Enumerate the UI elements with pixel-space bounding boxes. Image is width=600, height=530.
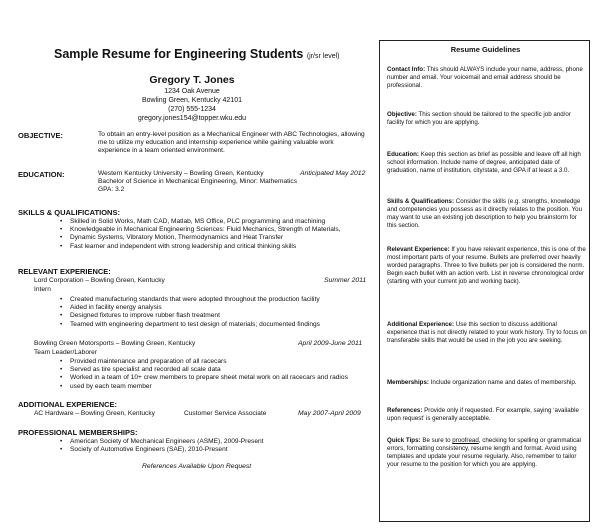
guideline-education-head: Education: xyxy=(387,151,419,158)
guideline-quick-tips xyxy=(387,437,587,469)
guideline-relevant xyxy=(387,246,587,286)
guideline-additional-head: Additional Experience: xyxy=(387,321,455,328)
job2-bullets xyxy=(60,358,348,391)
skills-list xyxy=(60,218,341,251)
email: gregory.jones154@topper.wku.edu xyxy=(137,115,247,122)
objective-line-1: To obtain an entry-level position as a Mechanical Engineer with ABC Technologies, allowing xyxy=(98,131,365,138)
address-line-2: Bowling Green, Kentucky 42101 xyxy=(141,97,242,104)
guideline-memberships-head: Memberships: xyxy=(387,379,429,386)
guideline-references-text: Provide only if requested. For example, saying ‘available upon request’ is generally acceptable. xyxy=(387,407,579,422)
relevant-experience-label: RELEVANT EXPERIENCE: xyxy=(18,267,111,276)
resume-title xyxy=(54,47,340,61)
job2-company: Bowling Green Motorsports – Bowling Green, Kentucky xyxy=(34,340,196,347)
guideline-contact-head: Contact Info: xyxy=(387,66,426,73)
guideline-objective xyxy=(387,111,587,127)
education-school: Western Kentucky University – Bowling Green, Kentucky xyxy=(98,170,264,177)
membership-item: • Society of Automotive Engineers (SAE), 2010-Present xyxy=(60,446,264,454)
job2-bullet: • Served as tire specialist and recorded all scale data xyxy=(60,366,348,374)
guideline-education-text: Keep this section as brief as possible and leave off all high school information. Include name of degree, anticipated date of graduation, name of institution, city/state, and GPA if at least a 3.0. xyxy=(387,151,581,174)
guideline-objective-head: Objective: xyxy=(387,111,417,118)
job1-bullet: • Teamed with engineering department to test design of materials; documented findings xyxy=(60,321,320,329)
job1-bullet: • Designed fixtures to improve rubber flash treatment xyxy=(60,312,320,320)
memberships-list xyxy=(60,438,264,454)
guideline-relevant-text: If you have relevant experience, this is one of the most important parts of your resume. Bullets are preferred over heavily worded paragraphs. Three to five bullets per job is considered the norm. Begin each bullet with an action verb. List in reverse chronological order (starting with your current job and working back). xyxy=(387,246,586,285)
guideline-references-head: References: xyxy=(387,407,423,414)
guideline-memberships-text: Include organization name and dates of membership. xyxy=(430,379,577,386)
objective-label: OBJECTIVE: xyxy=(18,131,64,140)
guideline-objective-text: This section should be tailored to the specific job and/or facility for which you are applying. xyxy=(387,111,571,126)
objective-line-3: experience in a team oriented environment. xyxy=(98,147,225,154)
address-line-1: 1234 Oak Avenue xyxy=(164,88,220,95)
guideline-quicktips-pre: Be sure to xyxy=(422,437,451,444)
guideline-contact xyxy=(387,66,587,90)
resume-title-text: Sample Resume for Engineering Students xyxy=(54,47,304,61)
skill-item: • Knowledgeable in Mechanical Engineering Sciences: Fluid Mechanics, Strength of Materials, xyxy=(60,226,341,234)
candidate-name: Gregory T. Jones xyxy=(149,74,235,86)
education-date: Anticipated May 2012 xyxy=(300,170,366,177)
guideline-skills-text: Consider the skills (e.g. strengths, knowledge and competencies you possess as it directly relates to the position. You may want to use an existing job description to help you brainstorm for this section. xyxy=(387,198,583,229)
guideline-contact-text: This should ALWAYS include your name, address, phone number and email. Your voicemail and email address should be professional. xyxy=(387,66,583,89)
memberships-label: PROFESSIONAL MEMBERSHIPS: xyxy=(18,428,138,437)
job2-bullet: • used by each team member xyxy=(60,383,348,391)
guidelines-panel xyxy=(379,40,590,522)
additional-date: May 2007-April 2009 xyxy=(298,410,361,417)
job1-bullet: • Aided in facility energy analysis xyxy=(60,304,320,312)
resume-title-note: (jr/sr level) xyxy=(306,53,340,60)
guideline-quicktips-head: Quick Tips: xyxy=(387,437,421,444)
job1-bullet: • Created manufacturing standards that were adopted throughout the production facility xyxy=(60,296,320,304)
job1-company: Lord Corporation – Bowling Green, Kentucky xyxy=(34,277,165,284)
membership-item: • American Society of Mechanical Engineers (ASME), 2009-Present xyxy=(60,438,264,446)
job1-bullets xyxy=(60,296,320,329)
phone: (270) 555-1234 xyxy=(168,106,216,113)
guideline-skills xyxy=(387,198,587,230)
job1-title: Intern xyxy=(34,286,51,293)
proofread-link[interactable]: proofread xyxy=(452,437,479,444)
guideline-quicktips-text: , checking for spelling or grammatical errors, formatting consistency, resume length and format. Avoid using templates and update your resume regularly. Also, remember to tailor your resume to the position for which you are applying. xyxy=(387,437,581,468)
education-gpa: GPA: 3.2 xyxy=(98,186,125,193)
guideline-additional-text: Use this section to discuss additional experience that is not directly related to your work history. Try to focus on transferable skills that would be used in the job you are seeking. xyxy=(387,321,587,344)
guidelines-title: Resume Guidelines xyxy=(450,45,521,54)
education-degree: Bachelor of Science in Mechanical Engineering, Minor: Mathematics xyxy=(98,178,298,185)
skill-item: • Skilled in Solid Works, Math CAD, Matlab, MS Office, PLC programming and machining xyxy=(60,218,341,226)
objective-line-2: me to utilize my education and internship experience while gaining valuable work xyxy=(98,139,334,146)
references-note: References Available Upon Request xyxy=(142,463,252,470)
education-label: EDUCATION: xyxy=(18,170,65,179)
guideline-relevant-head: Relevant Experience: xyxy=(387,246,450,253)
skill-item: • Dynamic Systems, Vibratory Motion, Thermodynamics and Heat Transfer xyxy=(60,234,341,242)
job2-title: Team Leader/Laborer xyxy=(34,349,98,356)
guideline-education xyxy=(387,151,587,175)
skills-label: SKILLS & QUALIFICATIONS: xyxy=(18,208,120,217)
job2-date: April 2009-June 2011 xyxy=(298,340,363,347)
job1-date: Summer 2011 xyxy=(324,277,367,284)
guideline-additional xyxy=(387,321,587,345)
job2-bullet: • Worked in a team of 10+ crew members to prepare sheet metal work on all racecars and radios xyxy=(60,374,348,382)
job2-bullet: • Provided maintenance and preparation of all racecars xyxy=(60,358,348,366)
additional-role: Customer Service Associate xyxy=(184,410,267,417)
additional-experience-label: ADDITIONAL EXPERIENCE: xyxy=(18,400,118,409)
additional-company: AC Hardware – Bowling Green, Kentucky xyxy=(34,410,155,417)
skill-item: • Fast learner and independent with strong leadership and critical thinking skills xyxy=(60,243,341,251)
guideline-memberships xyxy=(387,379,587,387)
guideline-references xyxy=(387,407,587,423)
guideline-skills-head: Skills & Qualifications: xyxy=(387,198,455,205)
